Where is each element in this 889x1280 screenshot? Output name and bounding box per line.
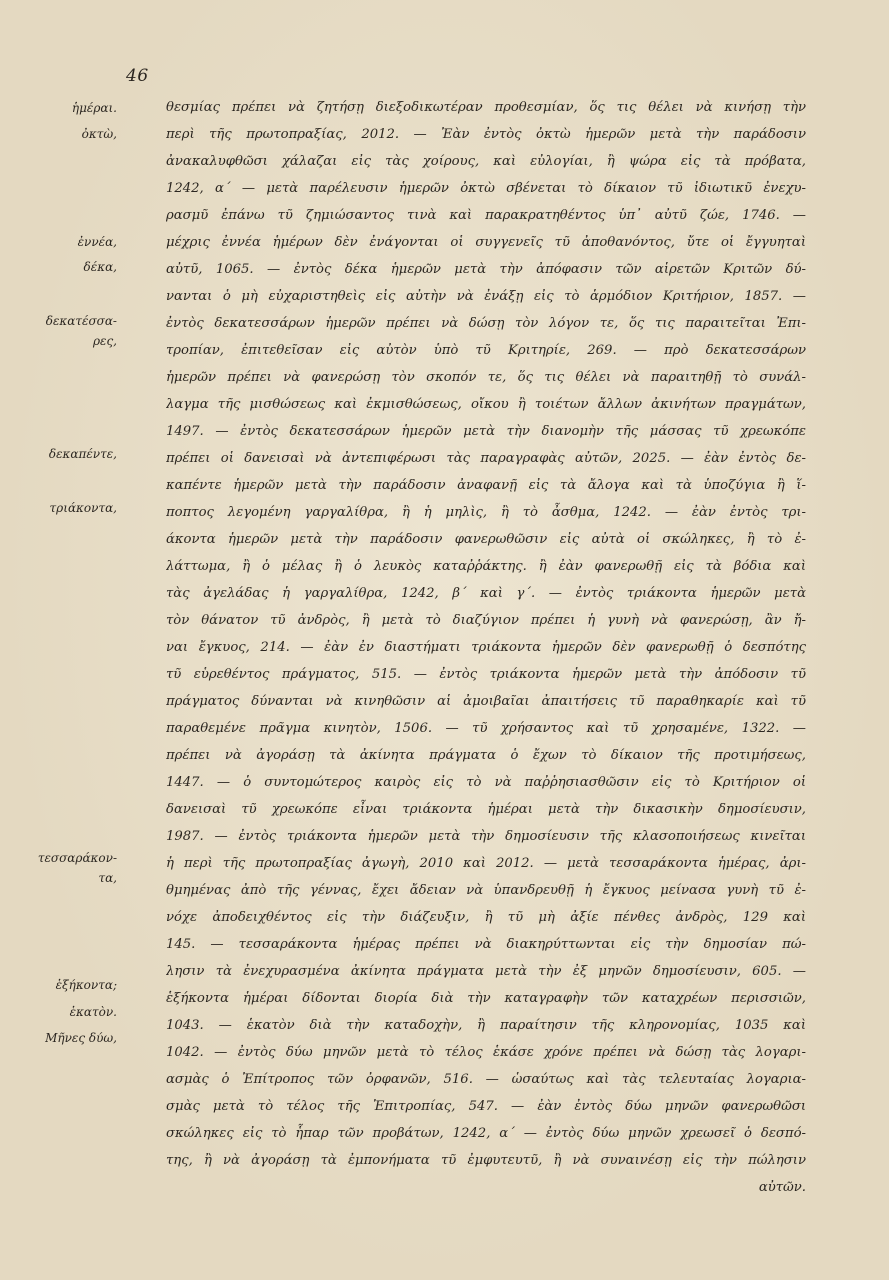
text-line: καπέντε ἡμερῶν μετὰ τὴν παράδοσιν ἀναφανῇ εἰς τὰ ἄλογα καὶ τὰ ὑποζύγια ἢ ἵ-	[166, 478, 806, 493]
text-line: πρέπει νὰ ἀγοράσῃ τὰ ἀκίνητα πράγματα ὁ ἔχων τὸ δίκαιον τῆς προτιμήσεως,	[166, 748, 806, 763]
text-line: αὐτῦ, 1065. — ἐντὸς δέκα ἡμερῶν μετὰ τὴν ἀπόφασιν τῶν αἱρετῶν Κριτῶν δύ-	[166, 262, 806, 277]
margin-note-menes-dyo: Μῆνες δύω,	[45, 1031, 117, 1045]
text-line: ἀνακαλυφθῶσι χάλαζαι εἰς τὰς χοίρους, καὶ εὐλογίαι, ἢ ψώρα εἰς τὰ πρόβατα,	[166, 154, 806, 169]
margin-note-dekatessares-cont: ρες,	[92, 334, 117, 348]
margin-note-tessarakonta: τεσσαράκον-	[37, 851, 117, 865]
margin-note-tessarakonta-cont: τα,	[98, 871, 117, 885]
margin-note-dekapente: δεκαπέντε,	[48, 447, 117, 461]
text-line: λησιν τὰ ἐνεχυρασμένα ἀκίνητα πράγματα μετὰ τὴν ἐξ μηνῶν δημοσίευσιν, 605. —	[166, 964, 806, 979]
text-line: 1043. — ἑκατὸν διὰ τὴν καταδοχὴν, ἢ παραίτησιν τῆς κληρονομίας, 1035 καὶ	[166, 1018, 806, 1033]
text-line: ἡ περὶ τῆς πρωτοπραξίας ἀγωγὴ, 2010 καὶ 2012. — μετὰ τεσσαράκοντα ἡμέρας, ἀρι-	[166, 856, 806, 871]
text-line: πρέπει οἱ δανεισαὶ νὰ ἀντεπιφέρωσι τὰς παραγραφὰς αὐτῶν, 2025. — ἐὰν ἐντὸς δε-	[166, 451, 806, 466]
text-line: θεσμίας πρέπει νὰ ζητήσῃ διεξοδικωτέραν προθεσμίαν, ὅς τις θέλει νὰ κινήσῃ τὴν	[166, 100, 806, 115]
text-line: ἡμερῶν πρέπει νὰ φανερώσῃ τὸν σκοπόν τε, ὅς τις θέλει νὰ παραιτηθῇ τὸ συνάλ-	[166, 370, 806, 385]
text-line: αὐτῶν.	[758, 1180, 806, 1195]
text-line: 1987. — ἐντὸς τριάκοντα ἡμερῶν μετὰ τὴν δημοσίευσιν τῆς κλασοποιήσεως κινεῖται	[166, 829, 806, 844]
text-line: 1242, α΄ — μετὰ παρέλευσιν ἡμερῶν ὀκτὼ σβένεται τὸ δίκαιον τῦ ἰδιωτικῦ ἐνεχυ-	[166, 181, 806, 196]
margin-note-hexekonta: ἑξήκοντα;	[55, 978, 117, 992]
page-number: 46	[126, 66, 149, 86]
text-line: τροπίαν, ἐπιτεθεῖσαν εἰς αὐτὸν ὑπὸ τῦ Κριτηρίε, 269. — πρὸ δεκατεσσάρων	[166, 343, 806, 358]
text-line: ἑξήκοντα ἡμέραι δίδονται διορία διὰ τὴν καταγραφὴν τῶν καταχρέων περισσιῶν,	[166, 991, 806, 1006]
text-line: 1497. — ἐντὸς δεκατεσσάρων ἡμερῶν μετὰ τὴν διανομὴν τῆς μάσσας τῦ χρεωκόπε	[166, 424, 806, 439]
text-line: τὸν θάνατον τῦ ἀνδρὸς, ἢ μετὰ τὸ διαζύγιον πρέπει ἡ γυνὴ νὰ φανερώσῃ, ἂν ἤ-	[166, 613, 806, 628]
margin-note-hekaton: ἑκατὸν.	[69, 1005, 117, 1019]
margin-note-hemerai: ἡμέραι.	[71, 101, 117, 115]
text-line: ρασμῦ ἐπάνω τῦ ζημιώσαντος τινὰ καὶ παρακρατηθέντος ὑπ᾽ αὐτῦ ζώε, 1746. —	[166, 208, 806, 223]
text-line: άκοντα ἡμερῶν μετὰ τὴν παράδοσιν φανερωθῶσιν εἰς αὐτὰ οἱ σκώληκες, ἢ τὸ ἐ-	[166, 532, 806, 547]
text-line: ποπτος λεγομένη γαργαλίθρα, ἢ ἡ μηλὶς, ἢ τὸ ἆσθμα, 1242. — ἐὰν ἐντὸς τρι-	[166, 505, 806, 520]
text-line: δανεισαὶ τῦ χρεωκόπε εἶναι τριάκοντα ἡμέραι μετὰ τὴν δικασικὴν δημοσίευσιν,	[166, 802, 806, 817]
text-line: λαγμα τῆς μισθώσεως καὶ ἐκμισθώσεως, οἴκου ἢ τοιέτων ἄλλων ἀκινήτων πραγμάτων,	[166, 397, 806, 412]
text-line: ἐντὸς δεκατεσσάρων ἡμερῶν πρέπει νὰ δώσῃ τὸν λόγον τε, ὅς τις παραιτεῖται Ἐπι-	[166, 316, 806, 331]
text-line: ασμὰς ὁ Ἐπίτροπος τῶν ὀρφανῶν, 516. — ὡσαύτως καὶ τὰς τελευταίας λογαρια-	[166, 1072, 806, 1087]
margin-note-okto: ὀκτὼ,	[81, 127, 117, 141]
text-line: τῦ εὑρεθέντος πράγματος, 515. — ἐντὸς τριάκοντα ἡμερῶν μετὰ τὴν ἀπόδοσιν τῦ	[166, 667, 806, 682]
text-line: της, ἢ νὰ ἀγοράσῃ τὰ ἐμπονήματα τῦ ἐμφυτευτῦ, ἢ νὰ συναινέσῃ εἰς τὴν πώλησιν	[166, 1153, 806, 1168]
margin-note-ennea: ἐννέα,	[77, 235, 117, 249]
text-line: πράγματος δύνανται νὰ κινηθῶσιν αἱ ἀμοιβαῖαι ἀπαιτήσεις τῦ παραθηκαρίε καὶ τῦ	[166, 694, 806, 709]
text-line: τὰς ἀγελάδας ἡ γαργαλίθρα, 1242, β΄ καὶ γ΄. — ἐντὸς τριάκοντα ἡμερῶν μετὰ	[166, 586, 806, 601]
text-line: θμημένας ἀπὸ τῆς γέννας, ἔχει ἄδειαν νὰ ὑπανδρευθῇ ἡ ἔγκυος μείνασα γυνὴ τῦ ἐ-	[166, 883, 806, 898]
body-text	[166, 94, 806, 1201]
text-line: περὶ τῆς πρωτοπραξίας, 2012. — Ἐὰν ἐντὸς ὀκτὼ ἡμερῶν μετὰ τὴν παράδοσιν	[166, 127, 806, 142]
margin-note-deka: δέκα,	[83, 260, 117, 274]
text-line: παραθεμένε πρᾶγμα κινητὸν, 1506. — τῦ χρήσαντος καὶ τῦ χρησαμένε, 1322. —	[166, 721, 806, 736]
text-line: σκώληκες εἰς τὸ ἧπαρ τῶν προβάτων, 1242, α΄ — ἐντὸς δύω μηνῶν χρεωσεῖ ὁ δεσπό-	[166, 1126, 806, 1141]
margin-note-triakonta: τριάκοντα,	[49, 501, 117, 515]
text-line: νόχε ἀποδειχθέντος εἰς τὴν διάζευξιν, ἢ τῦ μὴ ἀξίε πένθες ἀνδρὸς, 129 καὶ	[166, 910, 806, 925]
margin-note-dekatessares: δεκατέσσα-	[45, 314, 117, 328]
text-line: ναι ἔγκυος, 214. — ἐὰν ἐν διαστήματι τριάκοντα ἡμερῶν δὲν φανερωθῇ ὁ δεσπότης	[166, 640, 806, 655]
text-line: 145. — τεσσαράκοντα ἡμέρας πρέπει νὰ διακηρύττωνται εἰς τὴν δημοσίαν πώ-	[166, 937, 806, 952]
text-line: λάττωμα, ἢ ὁ μέλας ἢ ὁ λευκὸς καταῤῥάκτης. ἢ ἐὰν φανερωθῇ εἰς τὰ βόδια καὶ	[166, 559, 806, 574]
text-line: 1042. — ἐντὸς δύω μηνῶν μετὰ τὸ τέλος ἑκάσε χρόνε πρέπει νὰ δώσῃ τὰς λογαρι-	[166, 1045, 806, 1060]
text-line: σμὰς μετὰ τὸ τέλος τῆς Ἐπιτροπίας, 547. — ἐὰν ἐντὸς δύω μηνῶν φανερωθῶσι	[166, 1099, 806, 1114]
text-line: νανται ὁ μὴ εὐχαριστηθεὶς εἰς αὐτὴν νὰ ἐνάξῃ εἰς τὸ ἁρμόδιον Κριτήριον, 1857. —	[166, 289, 806, 304]
text-line: μέχρις ἐννέα ἡμέρων δὲν ἐνάγονται οἱ συγγενεῖς τῦ ἀποθανόντος, ὔτε οἱ ἔγγυηταὶ	[166, 235, 806, 250]
text-line: 1447. — ὁ συντομώτερος καιρὸς εἰς τὸ νὰ παῤῥησιασθῶσιν εἰς τὸ Κριτήριον οἱ	[166, 775, 806, 790]
